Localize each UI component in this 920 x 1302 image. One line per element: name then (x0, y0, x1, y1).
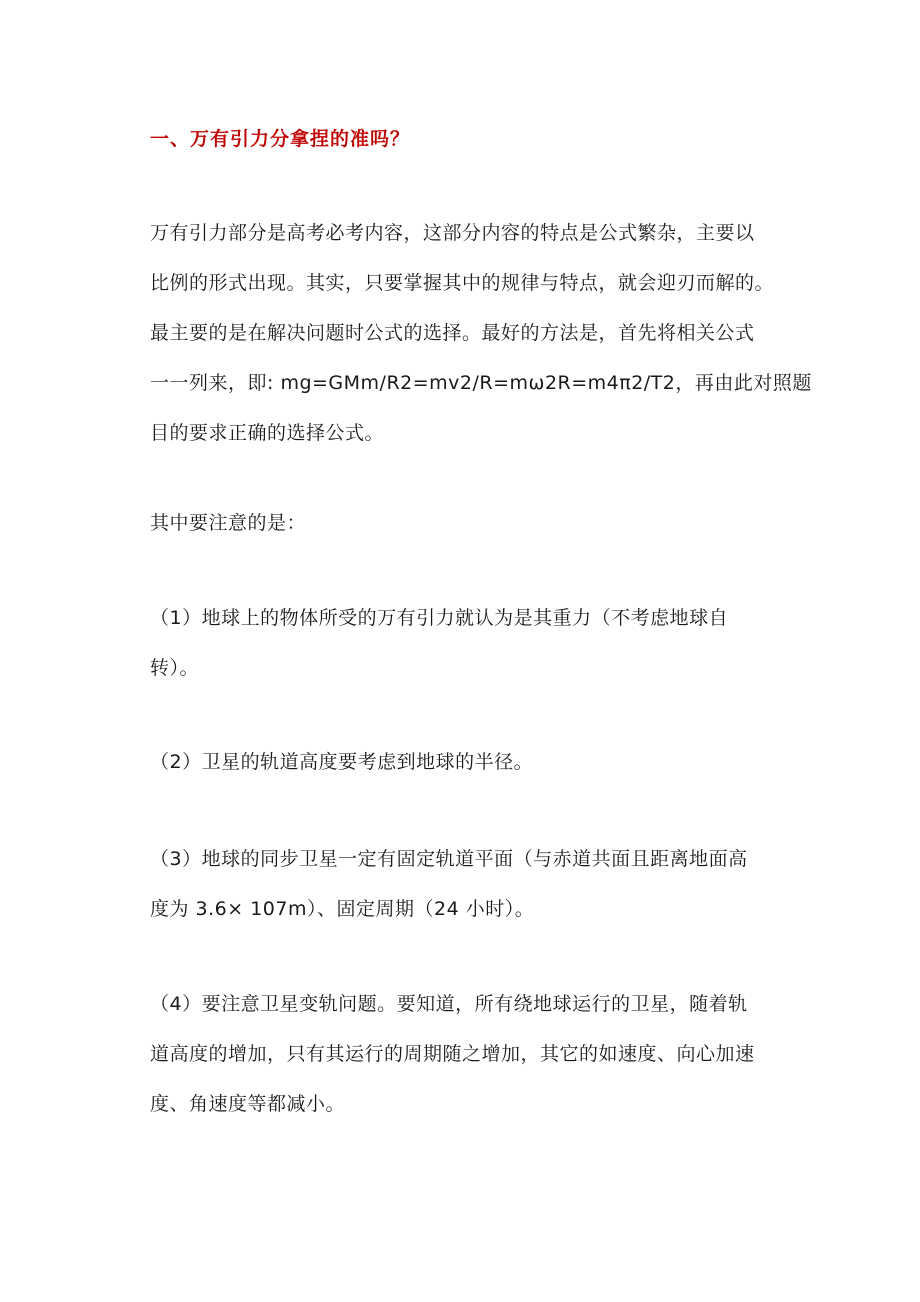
intro-line: 比例的形式出现。其实，只要掌握其中的规律与特点，就会迎刃而解的。 (150, 272, 775, 294)
point-line: 转）。 (150, 657, 200, 679)
point-line: 道高度的增加，只有其运行的周期随之增加，其它的如速度、向心加速 (150, 1043, 755, 1065)
point-1-paragraph (150, 593, 775, 693)
intro-line: 目的要求正确的选择公式。 (150, 422, 385, 444)
intro-line: 一一列来，即: mg=GMm/R2=mv2/R=mω2R=m4π2/T2，再由此对照题 (150, 372, 812, 394)
note-lead: 其中要注意的是： (150, 512, 307, 534)
point-line: （1）地球上的物体所受的万有引力就认为是其重力（不考虑地球自 (150, 607, 729, 629)
point-4-paragraph (150, 979, 775, 1129)
point-line: （2）卫星的轨道高度要考虑到地球的半径。 (150, 751, 534, 773)
intro-line: 万有引力部分是高考必考内容，这部分内容的特点是公式繁杂，主要以 (150, 222, 755, 244)
point-2-paragraph (150, 737, 775, 787)
section-heading: 一、万有引力分拿捏的准吗？ (150, 128, 411, 150)
point-line: （3）地球的同步卫星一定有固定轨道平面（与赤道共面且距离地面高 (150, 848, 748, 870)
point-line: 度为 3.6× 107m）、固定周期（24 小时）。 (150, 898, 535, 920)
intro-paragraph (150, 208, 812, 458)
point-line: 度、角速度等都减小。 (150, 1093, 346, 1115)
note-lead-paragraph (150, 498, 775, 548)
point-3-paragraph (150, 834, 775, 934)
intro-line: 最主要的是在解决问题时公式的选择。最好的方法是，首先将相关公式 (150, 322, 755, 344)
point-line: （4）要注意卫星变轨问题。要知道，所有绕地球运行的卫星，随着轨 (150, 993, 748, 1015)
